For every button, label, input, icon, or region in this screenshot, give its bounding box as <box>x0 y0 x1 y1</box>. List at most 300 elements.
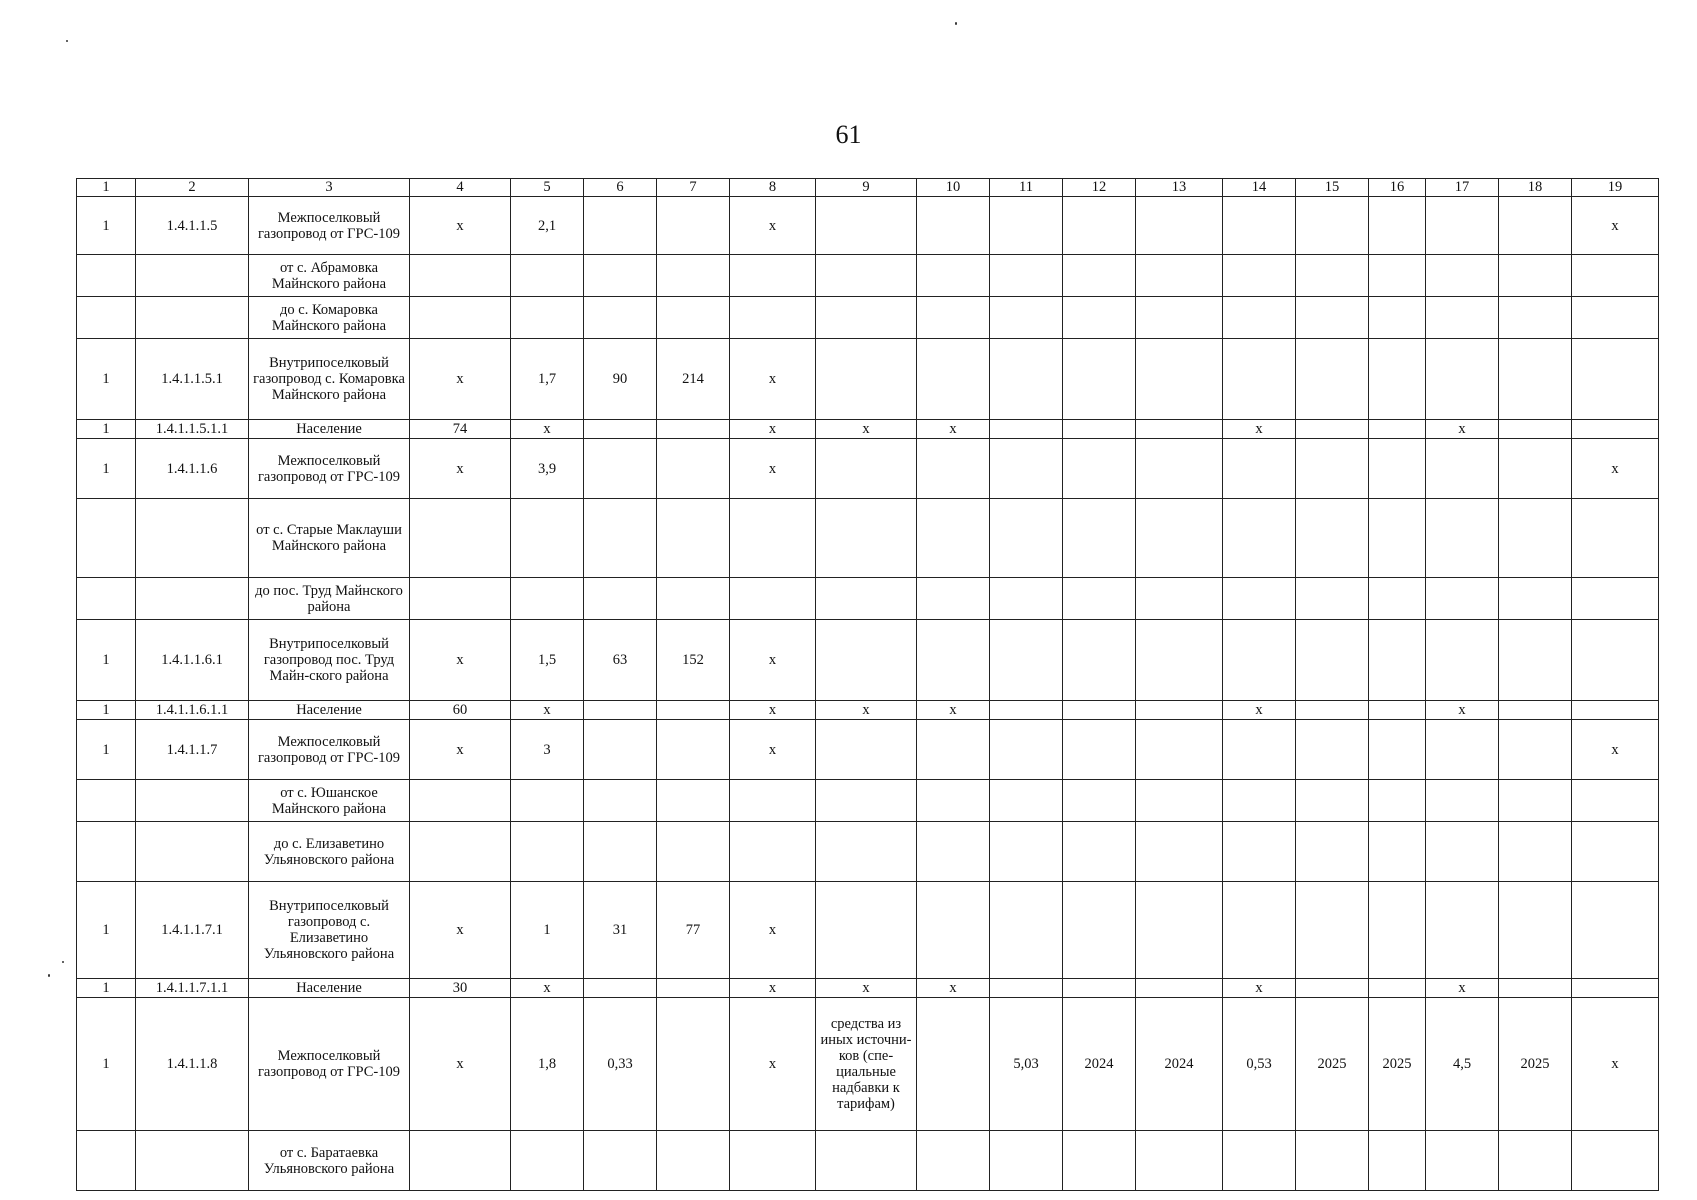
table-cell: 3 <box>511 720 584 780</box>
table-cell <box>657 998 730 1131</box>
table-cell <box>1136 197 1223 255</box>
table-cell: 1 <box>77 998 136 1131</box>
table-cell: 1 <box>77 701 136 720</box>
table-cell <box>1499 499 1572 578</box>
table-row <box>77 998 1659 1131</box>
table-cell <box>990 882 1063 979</box>
table-cell: x <box>1426 701 1499 720</box>
table-cell: 1.4.1.1.5.1.1 <box>136 420 249 439</box>
table-cell <box>990 720 1063 780</box>
table-row <box>77 882 1659 979</box>
table-cell <box>1499 822 1572 882</box>
table-cell <box>990 979 1063 998</box>
table-cell <box>1296 420 1369 439</box>
table-cell <box>816 1131 917 1191</box>
table-row <box>77 439 1659 499</box>
table-cell <box>1369 1131 1426 1191</box>
table-cell: Население <box>249 420 410 439</box>
table-cell <box>1296 578 1369 620</box>
table-cell <box>511 255 584 297</box>
table-cell <box>584 701 657 720</box>
table-cell: x <box>730 620 816 701</box>
table-cell <box>584 578 657 620</box>
table-cell <box>1136 720 1223 780</box>
table-cell <box>1296 701 1369 720</box>
table-cell: x <box>1572 439 1659 499</box>
table-cell: 1,5 <box>511 620 584 701</box>
table-cell: x <box>410 720 511 780</box>
table-cell <box>730 578 816 620</box>
table-cell <box>1369 620 1426 701</box>
table-cell <box>990 578 1063 620</box>
table-cell: x <box>410 882 511 979</box>
table-cell: x <box>410 620 511 701</box>
table-cell <box>917 998 990 1131</box>
table-cell <box>77 297 136 339</box>
table-cell <box>1499 720 1572 780</box>
table-cell <box>1063 420 1136 439</box>
table-cell <box>990 420 1063 439</box>
table-cell <box>1136 1131 1223 1191</box>
table-cell <box>584 255 657 297</box>
table-cell <box>410 499 511 578</box>
table-cell <box>816 882 917 979</box>
table-cell: x <box>730 720 816 780</box>
table-cell: от с. Юшанское Майнского района <box>249 780 410 822</box>
table-cell: 3,9 <box>511 439 584 499</box>
table-cell <box>77 780 136 822</box>
table-cell: 1.4.1.1.7.1.1 <box>136 979 249 998</box>
table-cell <box>1296 439 1369 499</box>
table-cell: x <box>816 979 917 998</box>
column-header: 8 <box>730 179 816 197</box>
table-cell <box>1369 720 1426 780</box>
table-cell: 1.4.1.1.5.1 <box>136 339 249 420</box>
table-cell: средства из иных источни-ков (спе-циальные надбавки к тарифам) <box>816 998 917 1131</box>
table-cell <box>990 439 1063 499</box>
table-cell: x <box>511 979 584 998</box>
table-cell <box>1499 197 1572 255</box>
table-cell <box>584 720 657 780</box>
table-cell: 1.4.1.1.6.1.1 <box>136 701 249 720</box>
table-cell <box>77 255 136 297</box>
table-cell <box>584 499 657 578</box>
column-header: 2 <box>136 179 249 197</box>
table-cell <box>1426 1131 1499 1191</box>
table-cell <box>1499 578 1572 620</box>
table-cell <box>1136 979 1223 998</box>
table-cell <box>1499 439 1572 499</box>
table-cell <box>1223 255 1296 297</box>
table-cell <box>1136 780 1223 822</box>
table-cell <box>917 822 990 882</box>
table-cell <box>657 197 730 255</box>
table-cell <box>1426 620 1499 701</box>
table-cell <box>511 780 584 822</box>
table-cell <box>1369 499 1426 578</box>
table-cell <box>657 979 730 998</box>
table-row <box>77 720 1659 780</box>
table-cell <box>917 197 990 255</box>
table-cell <box>1426 255 1499 297</box>
table-cell <box>816 297 917 339</box>
table-cell: 77 <box>657 882 730 979</box>
table-cell <box>657 1131 730 1191</box>
table-cell <box>1369 297 1426 339</box>
table-cell <box>511 578 584 620</box>
table-cell: 1 <box>77 420 136 439</box>
table-cell <box>1223 297 1296 339</box>
table-cell <box>1063 439 1136 499</box>
table-cell: x <box>917 701 990 720</box>
page-number: 61 <box>835 120 862 149</box>
table-cell <box>1499 1131 1572 1191</box>
table-cell: 2,1 <box>511 197 584 255</box>
table-cell <box>1499 620 1572 701</box>
table-cell: x <box>410 998 511 1131</box>
column-header: 13 <box>1136 179 1223 197</box>
table-cell <box>1426 297 1499 339</box>
table-cell <box>1223 197 1296 255</box>
table-cell <box>1223 499 1296 578</box>
table-cell: 63 <box>584 620 657 701</box>
table-cell <box>990 339 1063 420</box>
table-cell <box>1136 499 1223 578</box>
header-row <box>77 179 1659 197</box>
table-cell <box>1063 882 1136 979</box>
table-cell <box>1499 297 1572 339</box>
table-cell <box>990 499 1063 578</box>
column-header: 10 <box>917 179 990 197</box>
table-cell: Межпоселковый газопровод от ГРС-109 <box>249 998 410 1131</box>
table-cell: 1 <box>77 620 136 701</box>
table-cell <box>1426 720 1499 780</box>
table-row <box>77 297 1659 339</box>
table-cell: x <box>730 882 816 979</box>
table-cell <box>1499 420 1572 439</box>
column-header: 11 <box>990 179 1063 197</box>
table-cell: 152 <box>657 620 730 701</box>
table-cell <box>1426 780 1499 822</box>
table-cell <box>816 197 917 255</box>
table-cell <box>1369 578 1426 620</box>
table-cell <box>1369 882 1426 979</box>
table-cell <box>657 420 730 439</box>
table-cell: 1 <box>77 439 136 499</box>
table-row <box>77 1131 1659 1191</box>
table-cell: 1,8 <box>511 998 584 1131</box>
table-cell: 2025 <box>1499 998 1572 1131</box>
table-cell: 0,53 <box>1223 998 1296 1131</box>
table-cell: x <box>410 197 511 255</box>
table-row <box>77 255 1659 297</box>
table-cell <box>1136 297 1223 339</box>
table-cell <box>1572 339 1659 420</box>
table-cell <box>1063 1131 1136 1191</box>
table-cell <box>1063 578 1136 620</box>
table-cell <box>1223 720 1296 780</box>
table-cell: x <box>816 420 917 439</box>
table-cell <box>1296 255 1369 297</box>
table-cell <box>1296 197 1369 255</box>
table-cell: 5,03 <box>990 998 1063 1131</box>
table-cell: 214 <box>657 339 730 420</box>
table-cell <box>1063 255 1136 297</box>
table-cell <box>657 780 730 822</box>
gas-pipeline-table <box>76 178 1659 1191</box>
table-cell <box>657 297 730 339</box>
table-row <box>77 822 1659 882</box>
table-cell: Внутрипоселковый газопровод с. Комаровка Майнского района <box>249 339 410 420</box>
table-cell: x <box>730 197 816 255</box>
table-cell <box>511 499 584 578</box>
table-cell <box>816 439 917 499</box>
table-cell: x <box>730 979 816 998</box>
table-cell <box>1223 620 1296 701</box>
table-cell: 1.4.1.1.5 <box>136 197 249 255</box>
table-cell <box>1369 701 1426 720</box>
table-cell: x <box>816 701 917 720</box>
table-cell <box>1063 339 1136 420</box>
table-cell: Внутрипоселковый газопровод пос. Труд Майн-ского района <box>249 620 410 701</box>
table-cell <box>990 620 1063 701</box>
table-row <box>77 979 1659 998</box>
table-cell <box>1063 780 1136 822</box>
table-cell <box>657 578 730 620</box>
table-cell: Население <box>249 979 410 998</box>
table-cell: x <box>1572 998 1659 1131</box>
table-cell <box>1499 255 1572 297</box>
table-cell <box>136 297 249 339</box>
table-cell <box>1572 499 1659 578</box>
table-row <box>77 339 1659 420</box>
table-cell: x <box>730 339 816 420</box>
table-cell <box>730 297 816 339</box>
table-cell <box>990 297 1063 339</box>
table-cell <box>1499 780 1572 822</box>
table-cell <box>136 578 249 620</box>
table-cell <box>730 499 816 578</box>
table-cell <box>1296 620 1369 701</box>
table-cell <box>584 979 657 998</box>
table-cell <box>990 822 1063 882</box>
table-cell: x <box>730 701 816 720</box>
table-cell <box>136 1131 249 1191</box>
table-cell <box>1426 499 1499 578</box>
table-cell <box>657 701 730 720</box>
scan-speck <box>48 974 50 977</box>
table-cell <box>816 255 917 297</box>
table-cell <box>917 255 990 297</box>
table-cell <box>990 780 1063 822</box>
table-cell <box>1136 620 1223 701</box>
table-cell: 2024 <box>1136 998 1223 1131</box>
table-cell <box>1572 882 1659 979</box>
table-cell <box>730 822 816 882</box>
table-cell <box>1369 420 1426 439</box>
table-cell <box>1063 620 1136 701</box>
table-cell <box>77 822 136 882</box>
table-cell <box>816 720 917 780</box>
table-row <box>77 701 1659 720</box>
table-cell <box>1369 197 1426 255</box>
table-cell: 4,5 <box>1426 998 1499 1131</box>
table-cell <box>1572 578 1659 620</box>
table-cell: от с. Баратаевка Ульяновского района <box>249 1131 410 1191</box>
table-cell <box>1369 255 1426 297</box>
table-cell: x <box>1223 701 1296 720</box>
table-cell <box>584 780 657 822</box>
table-cell: 2024 <box>1063 998 1136 1131</box>
column-header: 19 <box>1572 179 1659 197</box>
table-cell <box>990 255 1063 297</box>
table-cell <box>1223 780 1296 822</box>
table-cell: x <box>1426 420 1499 439</box>
table-cell <box>77 499 136 578</box>
table-cell: 60 <box>410 701 511 720</box>
table-cell <box>816 578 917 620</box>
column-header: 4 <box>410 179 511 197</box>
table-cell <box>1296 720 1369 780</box>
column-header: 6 <box>584 179 657 197</box>
table-cell: 2025 <box>1296 998 1369 1131</box>
table-cell <box>1136 578 1223 620</box>
table-cell <box>584 197 657 255</box>
table-cell <box>1136 701 1223 720</box>
table-cell <box>1369 822 1426 882</box>
table-cell <box>1426 197 1499 255</box>
column-header: 1 <box>77 179 136 197</box>
table-cell <box>1136 339 1223 420</box>
table-row <box>77 620 1659 701</box>
table-cell <box>1369 979 1426 998</box>
table-cell <box>917 499 990 578</box>
table-cell <box>511 822 584 882</box>
table-cell <box>1572 255 1659 297</box>
table-cell: x <box>917 979 990 998</box>
table-cell: x <box>410 339 511 420</box>
table-cell: Межпоселковый газопровод от ГРС-109 <box>249 197 410 255</box>
table-cell: 1 <box>511 882 584 979</box>
table-cell <box>917 780 990 822</box>
table-cell: 90 <box>584 339 657 420</box>
table-cell: 1,7 <box>511 339 584 420</box>
table-cell <box>990 701 1063 720</box>
table-cell <box>136 780 249 822</box>
table-cell: 1 <box>77 339 136 420</box>
table-cell <box>410 578 511 620</box>
table-cell <box>990 197 1063 255</box>
table-cell <box>730 1131 816 1191</box>
table-cell: до пос. Труд Майнского района <box>249 578 410 620</box>
table-cell: Население <box>249 701 410 720</box>
table-cell: 1 <box>77 720 136 780</box>
table-cell <box>917 620 990 701</box>
table-cell <box>136 499 249 578</box>
column-header: 17 <box>1426 179 1499 197</box>
table-cell <box>816 780 917 822</box>
table-cell <box>410 780 511 822</box>
table-cell: 1.4.1.1.6.1 <box>136 620 249 701</box>
table-cell: 74 <box>410 420 511 439</box>
table-cell <box>816 620 917 701</box>
table-cell <box>1572 701 1659 720</box>
table-cell <box>1136 439 1223 499</box>
column-header: 18 <box>1499 179 1572 197</box>
table-cell: Межпоселковый газопровод от ГРС-109 <box>249 439 410 499</box>
table-cell <box>1572 297 1659 339</box>
table-cell <box>410 255 511 297</box>
table-cell <box>1063 499 1136 578</box>
table-cell: x <box>511 701 584 720</box>
table-row <box>77 578 1659 620</box>
table-cell <box>1223 882 1296 979</box>
table-cell <box>1499 882 1572 979</box>
table-cell <box>1063 979 1136 998</box>
table-cell: от с. Старые Маклауши Майнского района <box>249 499 410 578</box>
table-cell <box>1296 979 1369 998</box>
table-cell <box>816 499 917 578</box>
table-cell <box>917 720 990 780</box>
table-cell <box>1426 578 1499 620</box>
table-cell <box>1499 339 1572 420</box>
table-cell <box>1223 822 1296 882</box>
table-cell: 0,33 <box>584 998 657 1131</box>
table-cell <box>1572 979 1659 998</box>
table-cell <box>730 780 816 822</box>
table-cell <box>657 822 730 882</box>
table-row <box>77 780 1659 822</box>
table-cell <box>1369 780 1426 822</box>
table-cell <box>1063 197 1136 255</box>
table-cell: x <box>1223 979 1296 998</box>
column-header: 15 <box>1296 179 1369 197</box>
table-cell: x <box>511 420 584 439</box>
column-header: 14 <box>1223 179 1296 197</box>
table-cell <box>584 297 657 339</box>
table-cell <box>1223 339 1296 420</box>
table-cell <box>1136 822 1223 882</box>
table-cell <box>1296 499 1369 578</box>
table-cell: 1.4.1.1.6 <box>136 439 249 499</box>
table-cell <box>657 499 730 578</box>
table-cell <box>1369 339 1426 420</box>
table-body <box>77 179 1659 1191</box>
table-cell: 1 <box>77 979 136 998</box>
table-cell: Внутрипоселковый газопровод с. Елизаветино Ульяновского района <box>249 882 410 979</box>
table-cell <box>990 1131 1063 1191</box>
table-cell <box>917 339 990 420</box>
table-cell: x <box>410 439 511 499</box>
column-header: 3 <box>249 179 410 197</box>
table-cell <box>136 255 249 297</box>
table-cell: до с. Комаровка Майнского района <box>249 297 410 339</box>
table-cell: 1.4.1.1.7 <box>136 720 249 780</box>
table-cell <box>1426 339 1499 420</box>
table-cell <box>1296 1131 1369 1191</box>
table-cell: 30 <box>410 979 511 998</box>
table-cell <box>1296 822 1369 882</box>
table-cell <box>1426 439 1499 499</box>
table-cell <box>657 439 730 499</box>
table-cell: x <box>730 420 816 439</box>
scan-speck <box>66 40 68 42</box>
table-cell <box>1223 439 1296 499</box>
table-cell: x <box>1572 197 1659 255</box>
table-cell <box>1296 339 1369 420</box>
table-cell <box>1136 882 1223 979</box>
table-cell <box>1572 1131 1659 1191</box>
